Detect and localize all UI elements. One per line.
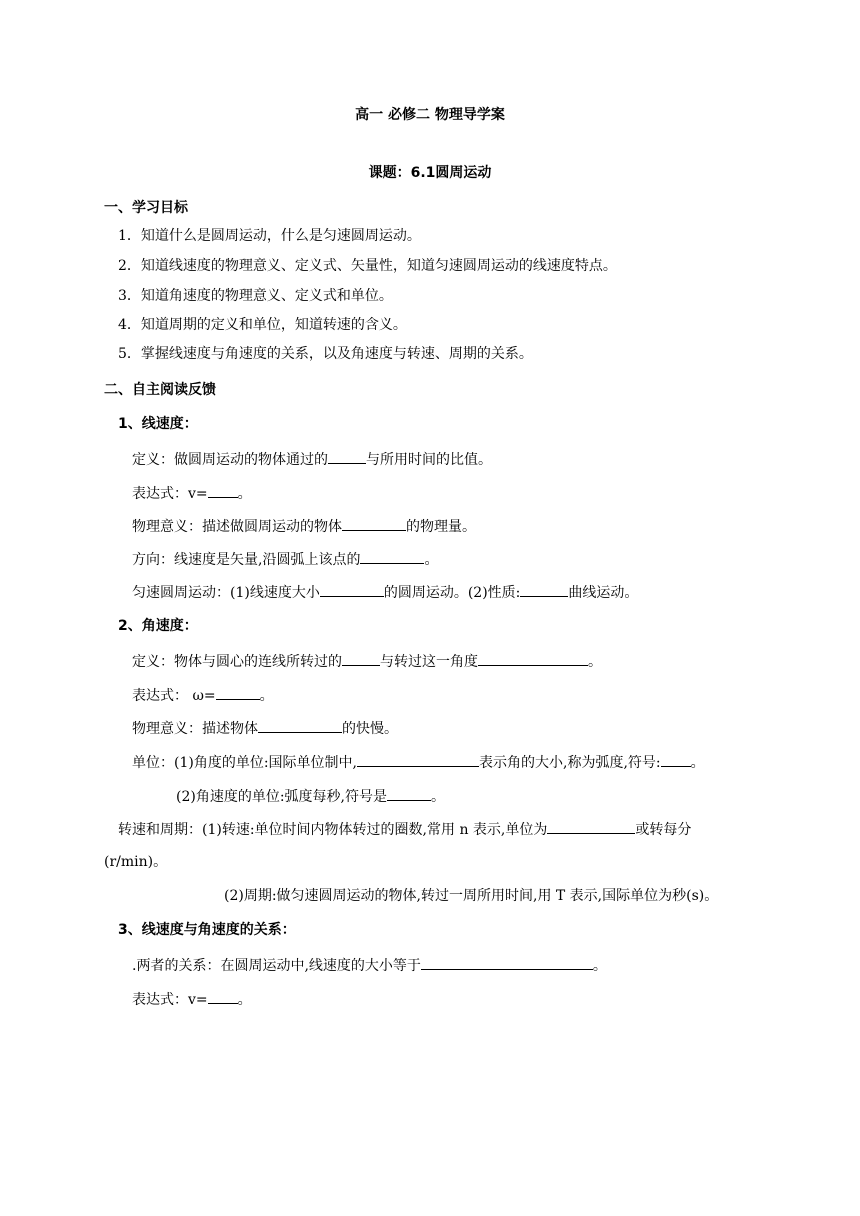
- fill-blank[interactable]: [387, 785, 431, 801]
- objective-item: 3．知道角速度的物理意义、定义式和单位。: [118, 288, 393, 304]
- objective-item: 1．知道什么是圆周运动，什么是匀速圆周运动。: [118, 228, 421, 244]
- fill-blank[interactable]: [208, 482, 238, 498]
- objective-item: 5．掌握线速度与角速度的关系，以及角速度与转速、周期的关系。: [118, 346, 533, 362]
- fill-blank[interactable]: [258, 717, 342, 733]
- period-definition: (2)周期:做匀速圆周运动的物体,转过一周所用时间,用 T 表示,国际单位为秒(s)。: [224, 888, 719, 904]
- rotation-speed-unit: (r/min)。: [104, 854, 168, 870]
- fill-blank[interactable]: [661, 751, 691, 767]
- relation-statement: .两者的关系：在圆周运动中,线速度的大小等于 。: [132, 954, 607, 976]
- uniform-circular-motion: 匀速圆周运动：(1)线速度大小 的圆周运动。(2)性质: 曲线运动。: [132, 581, 638, 603]
- angular-expression: 表达式： ω= 。: [132, 684, 274, 706]
- fill-blank[interactable]: [320, 581, 384, 597]
- angle-unit: 单位：(1)角度的单位:国际单位制中, 表示角的大小,称为弧度,符号: 。: [132, 751, 705, 773]
- section-heading-reading: 二、自主阅读反馈: [104, 382, 216, 398]
- fill-blank[interactable]: [421, 954, 593, 970]
- objective-item: 4．知道周期的定义和单位，知道转速的含义。: [118, 317, 407, 333]
- fill-blank[interactable]: [520, 581, 568, 597]
- lesson-subtitle: 课题：6.1圆周运动: [368, 165, 492, 181]
- objective-item: 2．知道线速度的物理意义、定义式、矢量性，知道匀速圆周运动的线速度特点。: [118, 258, 617, 274]
- linear-expression: 表达式：v= 。: [132, 482, 252, 504]
- subheading-angular-velocity: 2、角速度：: [118, 618, 198, 634]
- fill-blank[interactable]: [216, 684, 260, 700]
- linear-meaning: 物理意义：描述做圆周运动的物体 的物理量。: [132, 515, 476, 537]
- section-heading-objectives: 一、学习目标: [104, 200, 188, 216]
- fill-blank[interactable]: [547, 818, 635, 834]
- relation-expression: 表达式：v= 。: [132, 988, 252, 1010]
- subheading-linear-velocity: 1、线速度：: [118, 416, 198, 432]
- fill-blank[interactable]: [342, 515, 406, 531]
- linear-definition: 定义：做圆周运动的物体通过的 与所用时间的比值。: [132, 448, 492, 470]
- rotation-speed: 转速和周期：(1)转速:单位时间内物体转过的圈数,常用 n 表示,单位为 或转每分: [118, 818, 691, 840]
- fill-blank[interactable]: [342, 650, 380, 666]
- subheading-relation: 3、线速度与角速度的关系：: [118, 922, 296, 938]
- fill-blank[interactable]: [328, 448, 366, 464]
- angular-definition: 定义：物体与圆心的连线所转过的 与转过这一角度 。: [132, 650, 602, 672]
- fill-blank[interactable]: [360, 548, 424, 564]
- angular-velocity-unit: (2)角速度的单位:弧度每秒,符号是 。: [176, 785, 445, 807]
- document-title: 高一 必修二 物理导学案: [355, 107, 505, 123]
- fill-blank[interactable]: [208, 988, 238, 1004]
- angular-meaning: 物理意义：描述物体 的快慢。: [132, 717, 398, 739]
- fill-blank[interactable]: [357, 751, 479, 767]
- fill-blank[interactable]: [478, 650, 588, 666]
- linear-direction: 方向：线速度是矢量,沿圆弧上该点的 。: [132, 548, 438, 570]
